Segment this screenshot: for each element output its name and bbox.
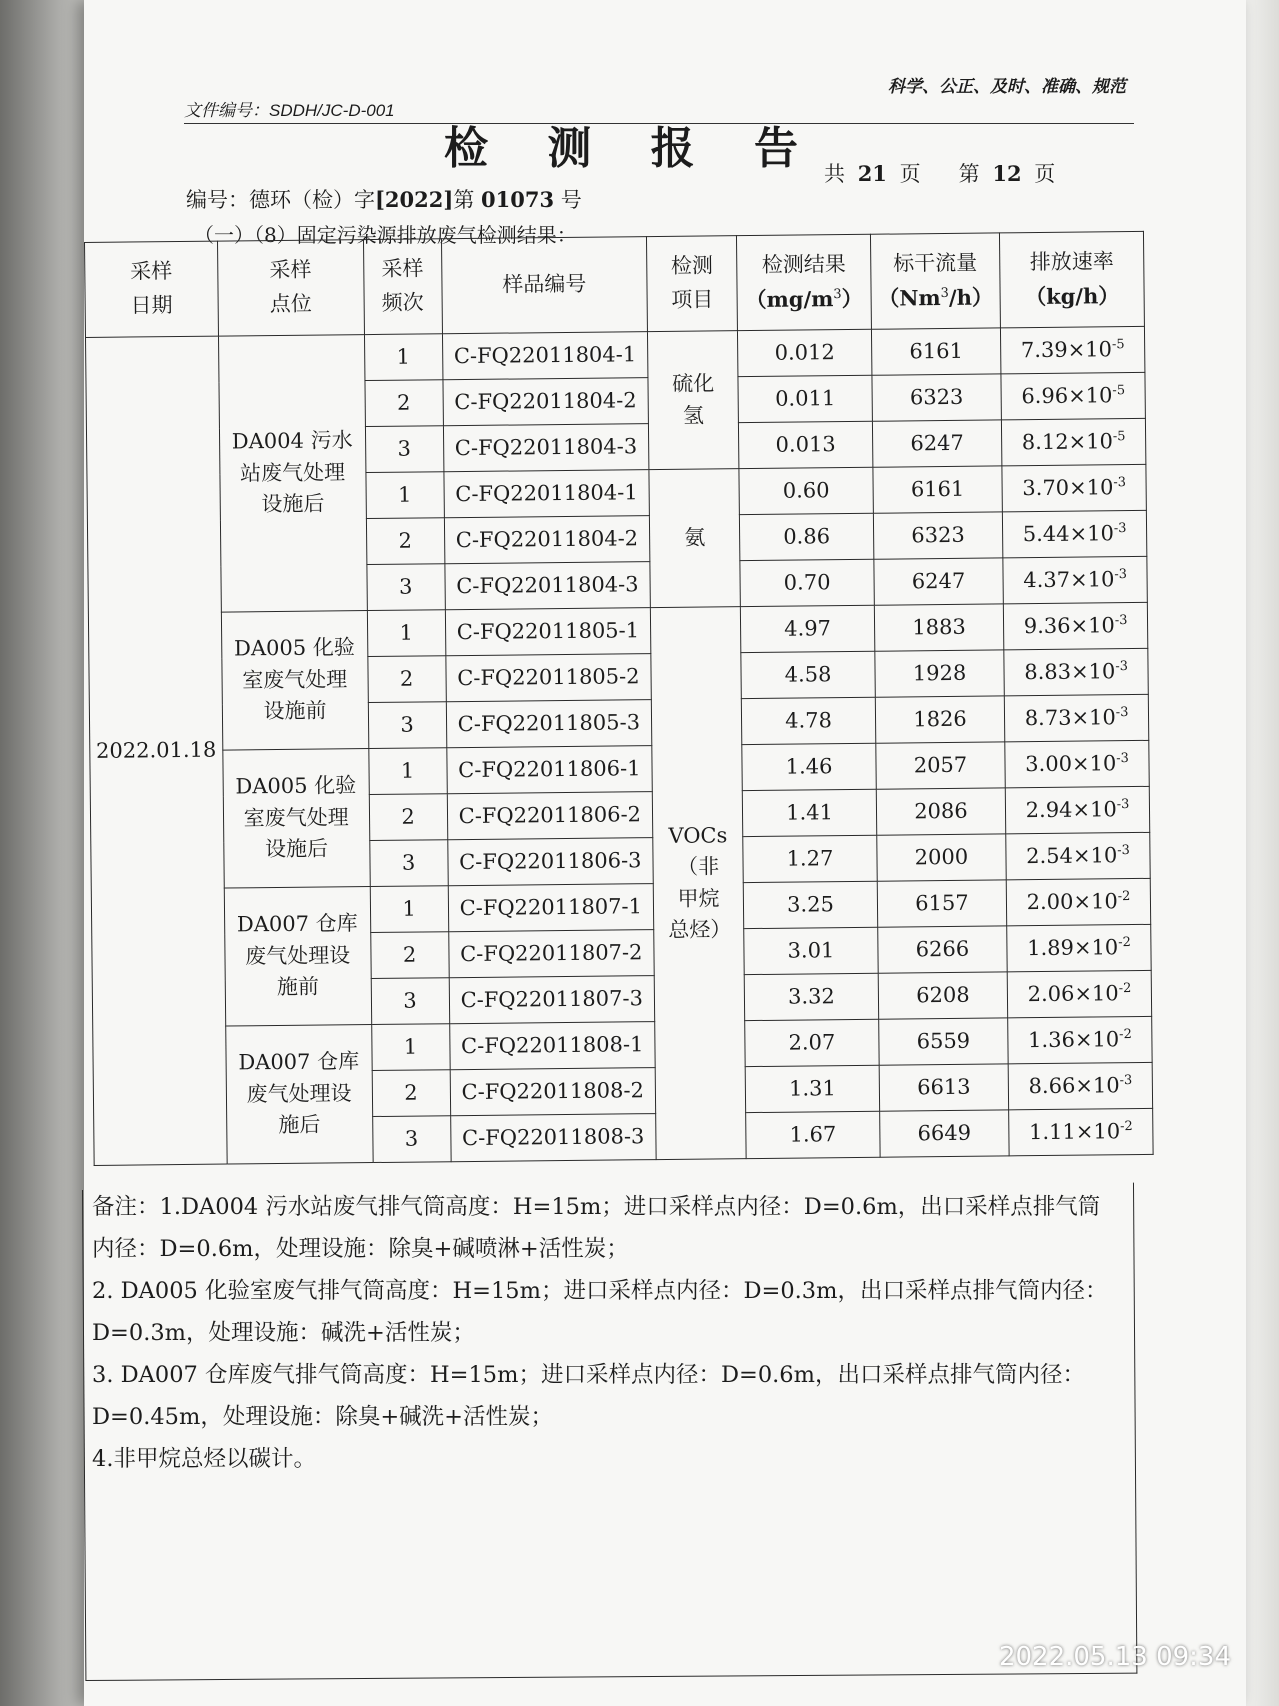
emission-rate: $2.94\times 10^{-3}$: [1005, 786, 1149, 834]
emission-rate: $5.44\times 10^{-3}$: [1003, 510, 1147, 558]
sampling-frequency: 1: [367, 610, 446, 657]
sample-id: C-FQ22011806-3: [447, 838, 653, 886]
note-4: 4.非甲烷总烃以碳计。: [92, 1446, 316, 1472]
note-3: 3. DA007 仓库废气排气筒高度：H=15m；进口采样点内径：D=0.6m，出口采样点排气筒内径：D=0.45m，处理设施：除臭+碱洗+活性炭；: [92, 1362, 1085, 1430]
sample-id: C-FQ22011807-3: [449, 976, 655, 1024]
sample-id: C-FQ22011804-2: [444, 516, 650, 564]
sample-id: C-FQ22011805-1: [445, 608, 651, 656]
emission-rate: $6.96\times 10^{-5}$: [1001, 372, 1145, 420]
emission-rate: $7.39\times 10^{-5}$: [1001, 326, 1145, 374]
sampling-frequency: 3: [365, 426, 444, 473]
flow-value: 6559: [878, 1018, 1008, 1065]
flow-value: 6323: [872, 374, 1002, 421]
emission-rate: $3.70\times 10^{-3}$: [1002, 464, 1146, 512]
result-value: 1.31: [745, 1065, 879, 1112]
emission-rate: $2.00\times 10^{-2}$: [1006, 878, 1150, 926]
sample-id: C-FQ22011806-1: [446, 746, 652, 794]
flow-value: 6157: [877, 880, 1007, 927]
flow-value: 6649: [879, 1110, 1009, 1157]
sampling-frequency: 3: [371, 978, 450, 1025]
emission-rate: $2.06\times 10^{-2}$: [1007, 970, 1151, 1018]
table-header-row: [85, 231, 1145, 337]
sample-id: C-FQ22011808-1: [449, 1022, 655, 1070]
sampling-frequency: 1: [368, 748, 447, 795]
flow-value: 2000: [877, 834, 1007, 881]
sampling-frequency: 1: [371, 1024, 450, 1071]
result-value: 4.58: [741, 651, 875, 698]
test-item: 氨: [649, 469, 741, 608]
binding-shadow: [0, 0, 92, 1706]
result-value: 3.25: [743, 881, 877, 928]
header-result: 检测结果 $(mg/m^3)$: [737, 234, 872, 330]
page-title: 检 测 报 告: [444, 123, 820, 174]
emission-rate: $8.66\times 10^{-3}$: [1008, 1062, 1152, 1110]
sample-id: C-FQ22011807-1: [448, 884, 654, 932]
flow-value: 6247: [874, 558, 1004, 605]
report-page: [84, 0, 1246, 1706]
result-value: 3.01: [744, 927, 878, 974]
emission-rate: $1.89\times 10^{-2}$: [1007, 924, 1151, 972]
page-counter: 共 21 页 第 12 页: [824, 161, 1056, 186]
header-sample-id: 样品编号: [441, 237, 647, 334]
flow-value: 6266: [877, 926, 1007, 973]
emission-rate: $1.36\times 10^{-2}$: [1008, 1016, 1152, 1064]
header-location: 采样 点位: [217, 240, 364, 337]
header-frequency: 采样 频次: [363, 239, 442, 335]
sampling-location: DA005 化验室废气处理设施后: [223, 749, 370, 889]
results-table: [84, 231, 1154, 1166]
emission-rate: $4.37\times 10^{-3}$: [1003, 556, 1147, 604]
sampling-frequency: 2: [369, 794, 448, 841]
result-value: 1.27: [743, 835, 877, 882]
notes: [92, 1186, 1112, 1480]
sampling-frequency: 3: [372, 1116, 451, 1163]
sampling-date: 2022.01.18: [86, 336, 227, 1165]
header-rate: 排放速率 （kg/h）: [1000, 231, 1145, 328]
note-2: 2. DA005 化验室废气排气筒高度：H=15m；进口采样点内径：D=0.3m，出口采样点排气筒内径：D=0.3m，处理设施：碱洗+活性炭；: [92, 1278, 1108, 1346]
section-title: （一）（8）固定污染源排放废气检测结果：: [194, 223, 577, 247]
test-item: VOCs（非甲烷总烃）: [650, 607, 746, 1160]
result-value: 0.86: [740, 513, 874, 560]
sampling-location: DA007 仓库废气处理设施前: [224, 887, 371, 1027]
flow-value: 6161: [871, 328, 1001, 375]
flow-value: 2057: [876, 742, 1006, 789]
report-number: 编号：德环（检）字[2022]第 01073 号: [186, 187, 582, 212]
sampling-frequency: 1: [365, 472, 444, 519]
result-value: 0.013: [739, 421, 873, 468]
flow-value: 2086: [876, 788, 1006, 835]
note-1: 备注：1.DA004 污水站废气排气筒高度：H=15m；进口采样点内径：D=0.6m，出口采样点排气筒内径：D=0.6m，处理设施：除臭+碱喷淋+活性炭；: [92, 1194, 1101, 1262]
sampling-frequency: 2: [370, 932, 449, 979]
emission-rate: $2.54\times 10^{-3}$: [1006, 832, 1150, 880]
result-value: 4.97: [741, 605, 875, 652]
flow-value: 6323: [873, 512, 1003, 559]
emission-rate: $8.73\times 10^{-3}$: [1004, 694, 1148, 742]
header-item: 检测 项目: [646, 236, 737, 332]
sampling-location: DA004 污水站废气处理设施后: [218, 335, 367, 613]
test-item: 硫化氢: [647, 331, 739, 470]
sample-id: C-FQ22011808-3: [450, 1114, 656, 1162]
sample-id: C-FQ22011804-3: [443, 424, 649, 472]
emission-rate: $1.11\times 10^{-2}$: [1009, 1108, 1153, 1156]
result-value: 0.60: [739, 467, 873, 514]
sampling-frequency: 3: [368, 702, 447, 749]
result-value: 0.011: [738, 375, 872, 422]
sample-id: C-FQ22011805-2: [445, 654, 651, 702]
motto: 科学、公正、及时、准确、规范: [888, 77, 1126, 96]
sample-id: C-FQ22011807-2: [448, 930, 654, 978]
result-value: 2.07: [745, 1019, 879, 1066]
sample-id: C-FQ22011805-3: [446, 700, 652, 748]
result-value: 0.70: [740, 559, 874, 606]
sample-id: C-FQ22011804-1: [444, 470, 650, 518]
sampling-frequency: 2: [365, 380, 444, 427]
result-value: 4.78: [742, 697, 876, 744]
flow-value: 1883: [874, 604, 1004, 651]
sampling-frequency: 3: [366, 564, 445, 611]
sample-id: C-FQ22011808-2: [450, 1068, 656, 1116]
emission-rate: $3.00\times 10^{-3}$: [1005, 740, 1149, 788]
result-value: 1.41: [743, 789, 877, 836]
result-value: 1.46: [742, 743, 876, 790]
sampling-frequency: 2: [372, 1070, 451, 1117]
flow-value: 1826: [875, 696, 1005, 743]
sampling-frequency: 1: [370, 886, 449, 933]
sample-id: C-FQ22011806-2: [447, 792, 653, 840]
flow-value: 6247: [872, 420, 1002, 467]
emission-rate: $8.83\times 10^{-3}$: [1004, 648, 1148, 696]
sampling-location: DA007 仓库废气处理设施后: [225, 1025, 372, 1165]
flow-value: 6613: [879, 1064, 1009, 1111]
sample-id: C-FQ22011804-2: [443, 378, 649, 426]
sampling-frequency: 3: [369, 840, 448, 887]
sampling-frequency: 2: [366, 518, 445, 565]
emission-rate: $9.36\times 10^{-3}$: [1004, 602, 1148, 650]
photo-timestamp: 2022.05.13 09:34: [998, 1642, 1231, 1672]
sample-id: C-FQ22011804-1: [442, 332, 648, 380]
sample-id: C-FQ22011804-3: [444, 562, 650, 610]
result-value: 1.67: [746, 1111, 880, 1158]
sampling-frequency: 2: [367, 656, 446, 703]
sampling-location: DA005 化验室废气处理设施前: [221, 611, 368, 751]
flow-value: 1928: [875, 650, 1005, 697]
result-value: 3.32: [744, 973, 878, 1020]
flow-value: 6161: [873, 466, 1003, 513]
document-number: 文件编号：SDDH/JC-D-001: [184, 96, 1134, 124]
header-flow: 标干流量 （Nm$^3$/h）: [870, 233, 1000, 329]
emission-rate: $8.12\times 10^{-5}$: [1002, 418, 1146, 466]
header-date: 采样 日期: [85, 241, 219, 337]
result-value: 0.012: [738, 329, 872, 376]
flow-value: 6208: [878, 972, 1008, 1019]
sampling-frequency: 1: [364, 334, 443, 381]
